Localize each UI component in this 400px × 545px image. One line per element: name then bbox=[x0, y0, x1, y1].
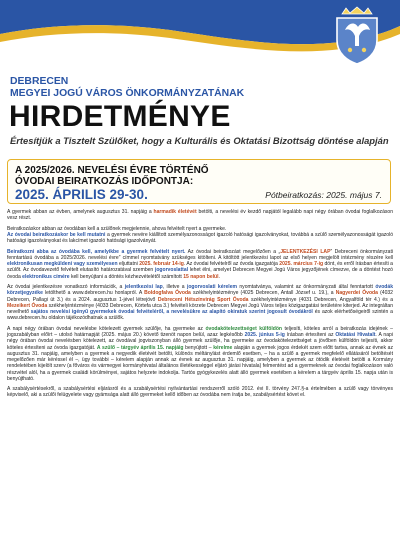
text-span: . bbox=[218, 273, 220, 280]
highlight-text: Debreceni Hétszínvirág Sport Óvoda bbox=[157, 296, 249, 303]
text-span: . Az óvodai felvételről az óvoda igazgatója bbox=[183, 261, 280, 268]
highlight-text: JELENTKEZÉSI LAP bbox=[280, 248, 331, 255]
text-span: székhelyintézménye (4033 Debrecen, Körtefa utca 3.) felvételi körzete Debrecen Megyei Jogú Város teljes közigazgatási területére kiterjed. Az integráltan nevelhető bbox=[7, 302, 393, 316]
highlight-text: jogorvoslattal bbox=[154, 267, 189, 274]
text-span: lehet élni, amelyet Debrecen Megyei Jogú Város jegyzőjének címezve, de a döntést hozó óvoda bbox=[7, 267, 393, 280]
text-span: Az óvodai beiratkozást megelőzően a „ bbox=[185, 248, 281, 255]
supplementary-enrollment-note: Pótbeiratkozás: 2025. május 7. bbox=[265, 190, 382, 200]
organization-name bbox=[10, 76, 244, 100]
paragraph-5 bbox=[7, 326, 393, 382]
highlight-text: 2025. február 14-ig bbox=[139, 261, 184, 268]
text-span: . A napi négy órában óvodai nevelésben kötelezett, az óvodával jogviszonyban álló gyermek szülője, ha gyermeke az óvodakötelezettséget a jövőben külföldön teljesíti, akkor köteles értesíteni az óvoda igazgatóját. bbox=[7, 332, 393, 351]
text-span: Beiratkozáskor abban az óvodában kell a szülőnek megjelennie, ahova felvételt nyert a gyermeke. bbox=[7, 225, 227, 232]
text-span: eljuttatni bbox=[117, 261, 140, 268]
text-span: Az óvodai jelentkezésre vonatkozó információk, a bbox=[7, 284, 125, 291]
text-span: benyújtott – bbox=[183, 344, 214, 351]
highlight-text: Az óvodai beiratkozáskor be kell mutatni bbox=[7, 231, 106, 238]
text-span: A gyermek abban az évben, amelynek augusztus 31. napjáig a bbox=[7, 209, 154, 215]
highlight-text: elektronikus címére bbox=[22, 273, 70, 280]
text-span: dönt, és erről írásban értesíti a szülőt. Az óvodavezető felvételt elutasító határozatával szemben bbox=[7, 261, 393, 274]
text-span: alapján a gyermek jogos érdekét szem előtt tartva, annak az évnek az augusztus 31. napjáig, amelyben a gyermek a negyedik életévét betölti, különös méltánylást érdemlő esetben, – ha a szülő a gyermek megfelelő ellátásáról betöltését megelőzően már kéréssel él –, ügy további – kérelem alapján annak az évnek az augusztus 31. napjáig, amelyben a gyermek az ötödik életévét betölti a Kormány rendeletében kijelölt szerv (a főváros és vármegyei kormányhivatal általános illetékességgel eljáró járási hivatala) felmentést ad a gyermeknek az óvodai foglalkozáson való részvétel alól, ha a gyermek családi körülményei, sajátos helyzete indokolja. Tartós gyógykezelés alatt álló gyermek esetében a kérelem a tárgyév április 15. napja után is benyújtható. bbox=[7, 344, 393, 382]
org-line-2: MEGYEI JOGÚ VÁROS ÖNKORMÁNYZATÁNAK bbox=[10, 88, 245, 99]
highlight-text: Boldogfalva Óvoda bbox=[144, 290, 191, 297]
highlight-text: óvodák körzetjegyzéke bbox=[7, 284, 393, 297]
text-span: teljesíti, köteles arról a beiratkozás idejének – jogszabályban előírt – utolsó határnapját (2025. május 20.) követő tizenöt napon belül, azaz legkésőbb bbox=[7, 325, 393, 338]
text-span: A szabálysértésekről, a szabálysértési eljárásról és a szabálysértési nyilvántartási rendszerről szóló 2012. évi II. törvény 247.§-a értelmében a szülő vagy törvényes képviselő, aki a szülői felügyelete vagy gyámsága alatt álló gyermeket kellő időben az óvodába nem íratja be, szabálysértést követ el. bbox=[7, 386, 393, 399]
org-line-1: DEBRECEN bbox=[10, 76, 69, 87]
box-heading-line-1: A 2025/2026. NEVELÉSI ÉVRE TÖRTÉNŐ bbox=[15, 165, 209, 176]
highlight-text: jogorvoslati kérelem bbox=[186, 284, 237, 291]
highlight-text: harmadik életévét bbox=[153, 209, 197, 215]
text-span: írásban értesíteni az bbox=[284, 332, 336, 338]
text-span: nyomtatványa, valamint az önkormányzati által fenntartott bbox=[237, 284, 376, 291]
highlight-text: Beiratkozni abba az óvodába kell, amelyikbe a gyermek felvételt nyert. bbox=[7, 248, 186, 255]
paragraph-6 bbox=[7, 386, 393, 399]
text-span: (4032 Debrecen, Pallagi út 3.) és a 2024. augusztus 1-jével létrejövő bbox=[7, 290, 393, 303]
text-span: székhelyintézménye (4025 Debrecen, Antall József u. 19.), a bbox=[190, 290, 336, 297]
highlight-text: jelentkezési lap bbox=[124, 284, 163, 291]
highlight-text: Oktatási Hivatalt bbox=[335, 332, 376, 338]
highlight-text: sajátos nevelési igényű gyermekek óvodai felvételéről, a nevelésükre az alapító okiratuk szerint jogosult óvodákról bbox=[30, 309, 313, 316]
text-span: betölti, a nevelési év kezdő napjától legalább napi négy órában óvodai foglalkozáson vesz részt. bbox=[7, 209, 394, 222]
paragraph-1 bbox=[7, 209, 393, 222]
highlight-text: kérelme bbox=[213, 344, 233, 351]
text-span: székhelyintézménye (4031 Debrecen, Angyalföld tér 4.) és a bbox=[248, 296, 393, 303]
debrecen-coat-of-arms-icon bbox=[328, 6, 386, 66]
document-body bbox=[7, 209, 393, 403]
highlight-text: Nagyerdei Óvoda bbox=[335, 290, 378, 297]
text-span: A napi négy órában óvodai nevelésbe kötelezett gyermek szülője, ha gyermeke az bbox=[7, 325, 206, 332]
highlight-text: 15 napon belül bbox=[183, 273, 219, 280]
header-banner bbox=[0, 0, 400, 66]
text-span: ” Debreceni önkormányzati fenntartású óvodába a 2025/2026. nevelési évre” címmel nyomtatvány szükséges kitölteni. A kitöltött jelentkezési lapot az első helyen megjelölt intézmény részére kell bbox=[7, 248, 393, 261]
highlight-text: óvodakötelezettséget külföldön bbox=[205, 325, 282, 332]
highlight-text: elektronikusan megküldeni vagy személyesen bbox=[7, 261, 118, 268]
text-span: a gyermek nevére kiállított személyazonosságot igazoló hatósági igazolványokat, továbbá a szülő személyazonosságát igazoló hatósági igazolványokat és lakcímet igazoló hatósági igazolványát. bbox=[7, 231, 394, 245]
paragraph-2 bbox=[7, 226, 393, 245]
box-heading-line-2: ÓVODAI BEIRATKOZÁS IDŐPONTJA: bbox=[15, 176, 194, 187]
text-span: letölthető a www.debrecen.hu honlapról. A bbox=[42, 290, 145, 297]
highlight-text: 2025. március 7-ig bbox=[279, 261, 324, 268]
enrollment-date: 2025. ÁPRILIS 29-30. bbox=[15, 187, 148, 202]
paragraph-3 bbox=[7, 249, 393, 280]
highlight-text: A szülő – tárgyév április 15. napjáig bbox=[96, 344, 184, 351]
text-span: és azok elérhetőségeiről szintén a www.debrecen.hu oldalon tájékozódhatnak a szülők. bbox=[7, 309, 393, 322]
text-span: , illetve a bbox=[162, 284, 187, 291]
highlight-text: Mezeikert Óvoda bbox=[7, 302, 48, 309]
highlight-text: 2025. június 5-ig bbox=[244, 332, 285, 338]
text-span: kell benyújtani a döntés kézhezvételétől számított bbox=[69, 273, 184, 280]
enrollment-date-box bbox=[7, 159, 391, 204]
document-subtitle: Értesítjük a Tisztelt Szülőket, hogy a Kulturális és Oktatási Bizottság döntése alapján bbox=[10, 135, 389, 146]
document-title: HIRDETMÉNYE bbox=[9, 100, 231, 133]
paragraph-4 bbox=[7, 284, 393, 322]
